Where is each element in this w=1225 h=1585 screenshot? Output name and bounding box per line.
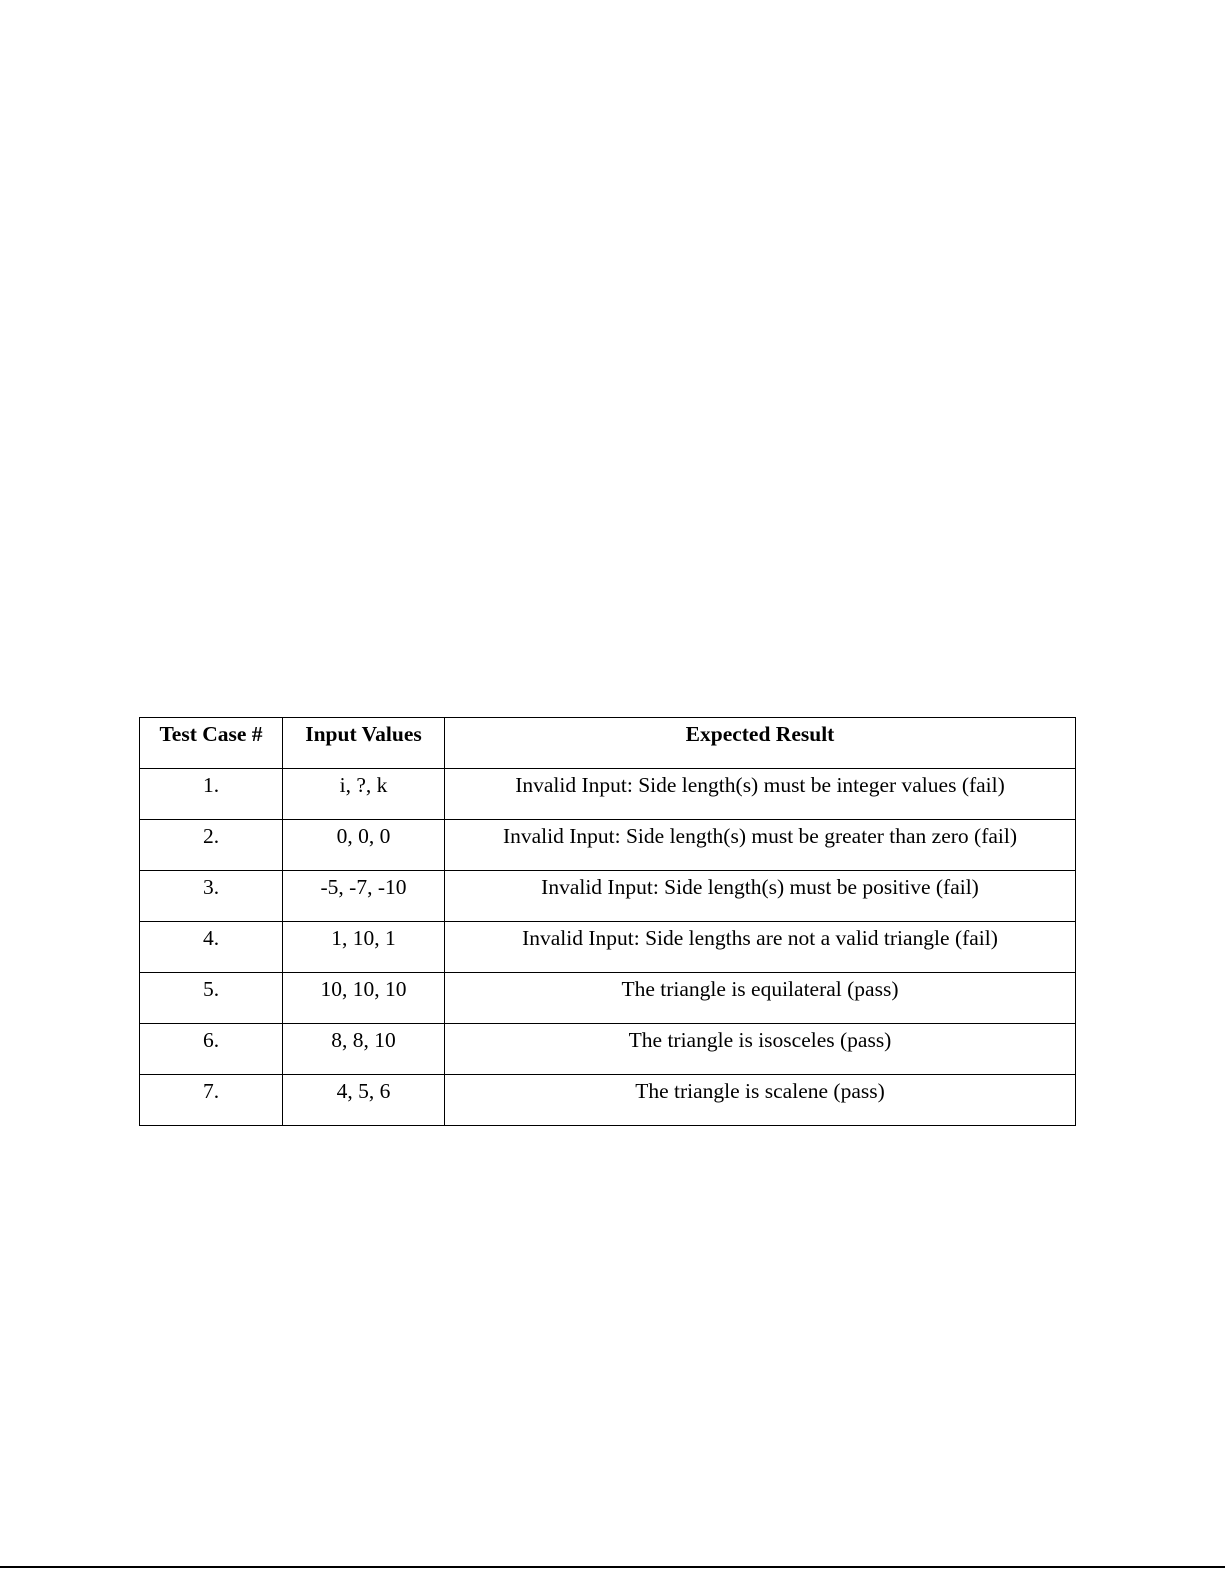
header-expected-result: Expected Result — [445, 718, 1076, 769]
cell-input-values: 1, 10, 1 — [283, 922, 445, 973]
cell-test-case: 6. — [140, 1024, 283, 1075]
cell-test-case: 4. — [140, 922, 283, 973]
table-row — [140, 820, 1076, 871]
cell-expected-result: Invalid Input: Side lengths are not a valid triangle (fail) — [445, 922, 1076, 973]
cell-expected-result: Invalid Input: Side length(s) must be greater than zero (fail) — [445, 820, 1076, 871]
cell-test-case: 2. — [140, 820, 283, 871]
cell-expected-result: Invalid Input: Side length(s) must be integer values (fail) — [445, 769, 1076, 820]
table-row — [140, 922, 1076, 973]
cell-input-values: i, ?, k — [283, 769, 445, 820]
header-test-case: Test Case # — [140, 718, 283, 769]
cell-test-case: 3. — [140, 871, 283, 922]
cell-input-values: 0, 0, 0 — [283, 820, 445, 871]
page-bottom-rule — [0, 1566, 1225, 1568]
cell-input-values: -5, -7, -10 — [283, 871, 445, 922]
header-input-values: Input Values — [283, 718, 445, 769]
cell-input-values: 4, 5, 6 — [283, 1075, 445, 1126]
test-case-table — [139, 717, 1076, 1126]
cell-test-case: 5. — [140, 973, 283, 1024]
cell-expected-result: The triangle is scalene (pass) — [445, 1075, 1076, 1126]
cell-test-case: 7. — [140, 1075, 283, 1126]
cell-input-values: 8, 8, 10 — [283, 1024, 445, 1075]
table-header-row — [140, 718, 1076, 769]
cell-test-case: 1. — [140, 769, 283, 820]
cell-expected-result: The triangle is isosceles (pass) — [445, 1024, 1076, 1075]
table-row — [140, 1075, 1076, 1126]
cell-expected-result: The triangle is equilateral (pass) — [445, 973, 1076, 1024]
table-row — [140, 871, 1076, 922]
table-row — [140, 973, 1076, 1024]
table-row — [140, 1024, 1076, 1075]
cell-input-values: 10, 10, 10 — [283, 973, 445, 1024]
table-row — [140, 769, 1076, 820]
cell-expected-result: Invalid Input: Side length(s) must be positive (fail) — [445, 871, 1076, 922]
